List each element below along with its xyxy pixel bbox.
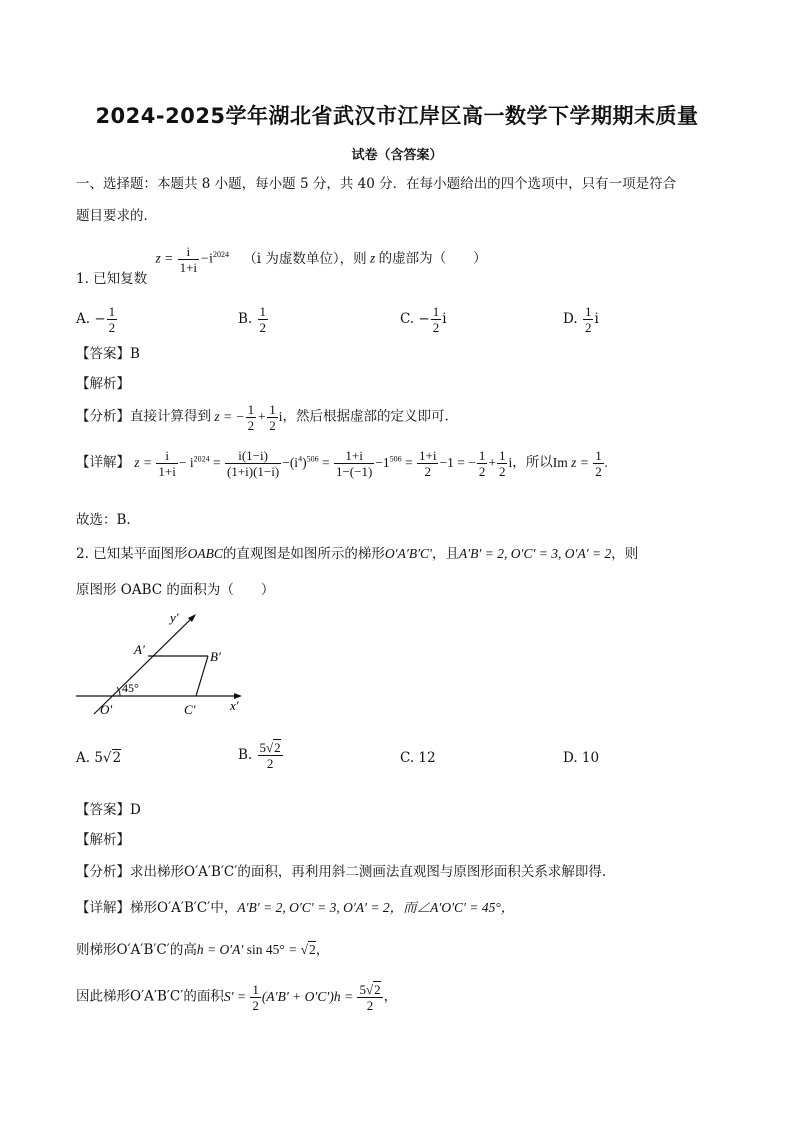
q1-option-b: B. $\frac{1}{2}$	[238, 304, 267, 335]
q1-conclusion: 故选：B.	[76, 512, 131, 528]
o-label: O′	[100, 702, 113, 717]
q1-option-c: C. − $\frac{1}{2}$ i	[400, 304, 447, 335]
q2-option-b: B. $\frac{5√2}{2}$	[238, 740, 281, 771]
section-instructions-line2: 题目要求的．	[76, 208, 157, 224]
q1-stem: 1. 已知复数 z = $\frac{i}{1+i}$ $-i^{2024}$ （i 为虚数单位），则 z 的虚部为（ ）	[76, 244, 487, 287]
q2-option-d: D. 10	[563, 750, 600, 766]
segment-b-c	[196, 656, 208, 696]
q2-fenxi: 【分析】求出梯形O′A′B′C′的面积，再利用斜二测画法直观图与原图形面积关系求解即得.	[76, 864, 607, 880]
page-title: 2024-2025学年湖北省武汉市江岸区高一数学下学期期末质量	[95, 104, 699, 128]
q2-height-line: 则梯形O′A′B′C′的高h = O′A′ sin 45° = √2，	[76, 942, 330, 958]
angle-label: 45°	[122, 681, 139, 695]
q1-option-d: D. $\frac{1}{2}$ i	[563, 304, 599, 335]
q2-xiangjie: 【详解】梯形O′A′B′C′中，A′B′ = 2, O′C′ = 3, O′A′ = 2，而∠A′O′C′ = 45°，	[76, 900, 515, 916]
q2-analysis-label: 【解析】	[76, 832, 130, 848]
x-label: x′	[230, 698, 239, 713]
y-label: y′	[170, 610, 179, 625]
q2-stem-line2: 原图形 OABC 的面积为（ ）	[76, 582, 275, 598]
a-label: A′	[134, 642, 145, 657]
q2-option-c: C. 12	[400, 750, 436, 766]
q2-option-a: A. 5√2	[76, 750, 122, 766]
q1-suffix: （i 为虚数单位），则	[243, 250, 367, 267]
y-axis	[94, 616, 194, 714]
q1-answer: 【答案】B	[76, 346, 140, 362]
q2-stem-line1: 2. 已知某平面图形OABC的直观图是如图所示的梯形O′A′B′C′，且A′B′ = 2, O′C′ = 3, O′A′ = 2，则	[76, 546, 639, 562]
q1-fenxi: 【分析】直接计算得到 z = − $\frac{1}{2}$ + $\frac{1}{2}$ i，然后根据虚部的定义即可.	[76, 402, 449, 433]
b-label: B′	[210, 649, 221, 664]
c-label: C′	[184, 702, 196, 717]
q2-figure	[72, 608, 252, 718]
section-instructions-line1: 一、选择题：本题共 8 小题，每小题 5 分，共 40 分．在每小题给出的四个选项中，只有一项是符合	[76, 176, 677, 192]
q1-option-a: A. − $\frac{1}{2}$	[76, 304, 116, 335]
q1-suffix2: 的虚部为（ ）	[378, 250, 487, 267]
q2-area-line: 因此梯形O′A′B′C′的面积S′ = $\frac{1}{2}$ (A′B′ + O′C′)h = $\frac{5√2}{2}$ ，	[76, 982, 398, 1013]
q2-answer: 【答案】D	[76, 802, 141, 818]
q1-analysis-label: 【解析】	[76, 376, 130, 392]
q1-prefix: 1. 已知复数	[76, 270, 148, 287]
q1-formula: z = $\frac{i}{1+i}$ $-i^{2024}$	[155, 244, 229, 275]
page-subtitle: 试卷（含答案）	[351, 148, 443, 163]
q1-xiangjie: 【详解】 z = $\frac{i}{1+i}$ − $i^{2024}$ = $\frac{i(1-i)}{(1+i)(1-i)}$ $-(i^4)^{506}$ = $\frac{1+i}{1-(-1)}$ $-1^{506}$ = $\frac{1+i}{2}$ −1 = − $\frac{1}{2}$ + $\frac{1}{2}$ i，所以Im z = $\frac{1}{2}$ .	[76, 448, 609, 479]
